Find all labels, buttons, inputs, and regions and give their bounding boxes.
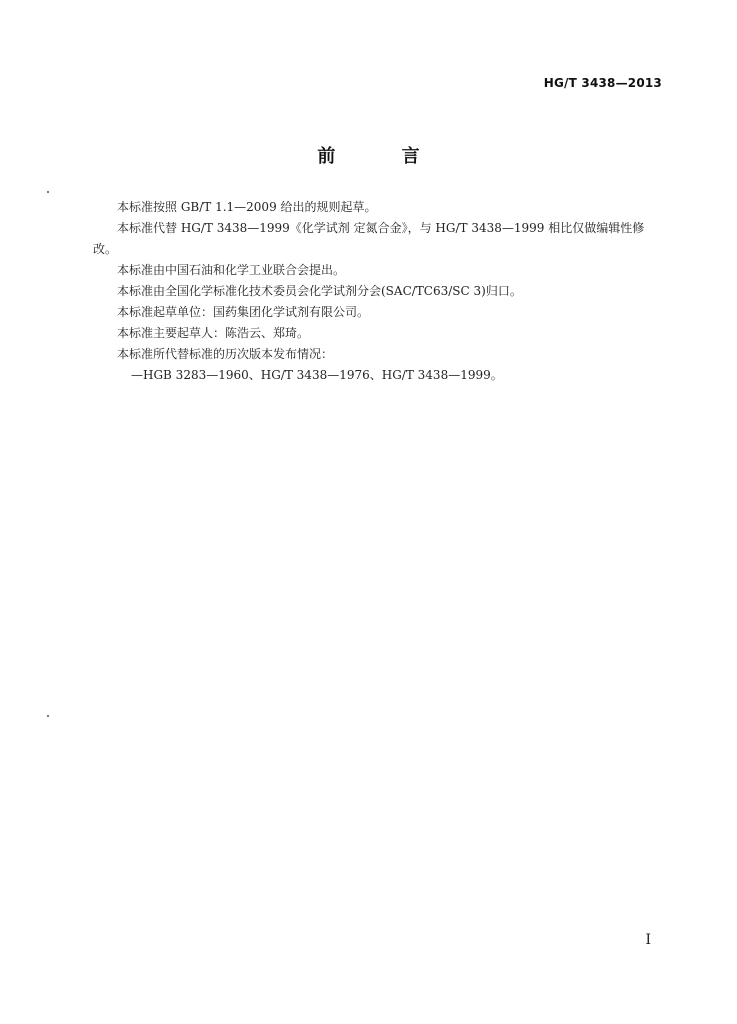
paragraph-replacement: 本标准代替 HG/T 3438—1999《化学试剂 定氮合金》，与 HG/T 3438—1999 相比仅做编辑性修改。 <box>93 221 645 256</box>
paragraph-history-list: —HGB 3283—1960、HG/T 3438—1976、HG/T 3438—1999。 <box>131 368 503 382</box>
paragraph-committee: 本标准由全国化学标准化技术委员会化学试剂分会(SAC/TC63/SC 3)归口。 <box>117 284 522 298</box>
page-title: 前 言 <box>317 146 450 167</box>
paragraph-proposer: 本标准由中国石油和化学工业联合会提出。 <box>117 263 346 277</box>
paragraph-drafting-unit: 本标准起草单位：国药集团化学试剂有限公司。 <box>117 305 370 319</box>
margin-mark <box>47 191 49 193</box>
foreword-body <box>93 197 663 386</box>
margin-mark <box>47 715 49 717</box>
paragraph-drafting-rules: 本标准按照 GB/T 1.1—2009 给出的规则起草。 <box>117 200 377 214</box>
paragraph-drafters: 本标准主要起草人：陈浩云、郑琦。 <box>117 326 310 340</box>
standard-code: HG/T 3438—2013 <box>543 76 662 90</box>
paragraph-history-intro: 本标准所代替标准的历次版本发布情况： <box>117 347 334 361</box>
page-number: I <box>645 932 651 948</box>
